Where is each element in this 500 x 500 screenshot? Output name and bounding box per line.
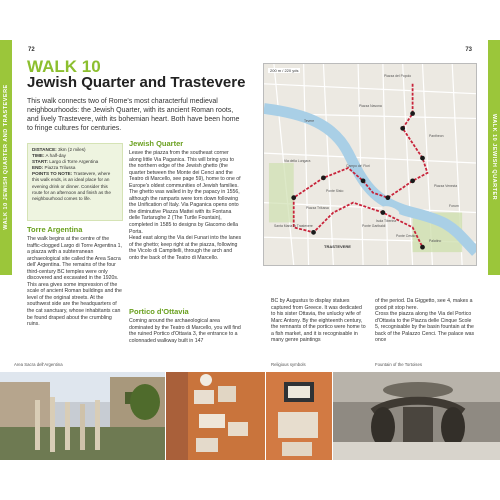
map-label-lungara: Via della Lungara	[284, 159, 311, 163]
map-label-santa-maria: Santa Maria in Trastevere	[274, 224, 313, 228]
walk-intro: This walk connects two of Rome's most characterful medieval neighbourhoods: the Jewish Quarter, with its ancient Roman roots, and lively Trastevere, with its bohemian heart. Both have been home to fringe cultures for centuries.	[27, 98, 240, 132]
map-label-forum: Forum	[449, 204, 459, 208]
stop-4	[410, 178, 415, 183]
map-label-popolo: Piazza del Popolo	[384, 74, 412, 78]
map-label-navona: Piazza Navona	[359, 104, 382, 108]
points-value: Trastevere, where this walk ends, is an ideal place for an evening drink or dinner. Consider this route for an afternoon and finish as the neighbourhood comes to life.	[32, 171, 111, 201]
points-label: POINTS TO NOTE:	[32, 171, 73, 177]
photo-area-sacra-argentina	[0, 372, 165, 460]
caption-fountain: Fountain of the Tortoises	[375, 362, 422, 367]
time-label: TIME:	[32, 153, 45, 159]
stop-5	[385, 195, 390, 200]
stop-11	[420, 245, 425, 250]
map-label-venezia: Piazza Venezia	[434, 184, 458, 188]
map-scale: 200 m / 220 yds	[270, 68, 299, 73]
walk-route-map	[263, 63, 477, 266]
map-label-palatino: Palatino	[429, 239, 442, 243]
start-label: START:	[32, 159, 48, 165]
stop-3	[420, 156, 425, 161]
map-label-isola: Isola Tiberina	[376, 219, 397, 223]
section-portico-ottavia: Portico d'Ottavia	[129, 307, 189, 316]
caption-argentina: Area Sacra dell'Argentina	[14, 362, 63, 367]
right-column-1-text: BC by Augustus to display statues captured from Greece. It was dedicated to his sister Ottavia, the unlucky wife of Marc Antony. By the eighteenth century, the remnants of the portico were home to a fish market, and it is recognisable in many genre paintings	[271, 298, 366, 344]
map-label-trilussa: Piazza Trilussa	[306, 206, 329, 210]
stop-8	[291, 195, 296, 200]
gianicolo-park	[269, 163, 294, 222]
photo-religious-symbols-left	[166, 372, 265, 460]
section-jewish-quarter: Jewish Quarter	[129, 139, 184, 148]
portico-ottavia-text: Coming around the archaeological area dominated by the Teatro di Marcello, you will find the ruined Portico d'Ottavia 3, the entrance to a colonnaded walkway built in 147	[129, 318, 241, 344]
map-label-pantheon: Pantheon	[429, 134, 444, 138]
right-side-tab-label: WALK 10 JEWISH QUARTER	[491, 113, 497, 201]
map-label-ponte-sisto: Ponte Sisto	[326, 189, 344, 193]
stop-1	[410, 111, 415, 116]
stop-6	[361, 178, 366, 183]
walk-subtitle: Jewish Quarter and Trastevere	[27, 74, 246, 91]
photo-religious-symbols-right	[266, 372, 332, 460]
page-number-left: 72	[28, 47, 35, 53]
stop-9	[311, 230, 316, 235]
end-label: END:	[32, 165, 44, 171]
walk-info-box	[27, 143, 123, 221]
map-label-garibaldi: Ponte Garibaldi	[362, 224, 386, 228]
left-side-tab	[0, 40, 12, 275]
right-column-2-text: of the period. Da Giggetto, see 4, makes a good pit stop here. Cross the piazza along the Via del Portico d'Ottavia to the Piazza delle Cinque Scole 5, recognisable by the basin fountain at the back of the Palazzo Cenci. The palace was once	[375, 298, 475, 344]
map-label-tevere: Tevere	[304, 119, 315, 123]
map-label-cestio: Ponte Cestio	[396, 234, 416, 238]
map-label-trastevere: TRASTEVERE	[324, 244, 351, 249]
stop-2	[400, 126, 405, 131]
walk-title: WALK 10	[27, 57, 101, 76]
stop-10	[381, 210, 386, 215]
map-svg	[264, 64, 476, 265]
distance-label: DISTANCE:	[32, 147, 57, 152]
left-side-tab-label: WALK 10 JEWISH QUARTER AND TRASTEVERE	[3, 84, 9, 230]
stop-7	[321, 175, 326, 180]
jewish-quarter-text: Leave the piazza from the southeast corner along little Via Paganica. This will bring you to the northern edge of the Jewish ghetto (the quarter between the Monte dei Cenci and the Teatro di Marcello, see page 59), home to one of Europe's oldest communities of Jewish families. The ghetto was walled in by the papacy in 1556, although the ramparts were torn down following the Unification of Italy. Via Paganica opens onto the diminutive Piazza Mattei with its Fontana delle Tartarughe 2 (The Turtle Fountain), completed in 1585 to designs by Giacomo della Porta. Head east along the Via dei Funari into the lanes of the ghetto; keep right at the piazza, following the Vicolo di Campitelli, through the arch and onto the back of the Teatro di Marcello.	[129, 150, 242, 261]
distance-value: 3km (2 miles)	[57, 147, 86, 152]
page-number-right: 73	[465, 47, 472, 53]
time-value: A half-day	[45, 153, 66, 159]
section-torre-argentina: Torre Argentina	[27, 225, 83, 234]
photo-fountain-tortoises	[333, 372, 500, 460]
torre-argentina-text: The walk begins at the centre of the traffic-clogged Largo di Torre Argentina 1, a piazza with a subterranean archaeological site called the Area Sacra dell' Argentina. The remains of the four third-century BC temples were only discovered and excavated in the 1920s. This area gives some impression of the scale of ancient Roman buildings and the level of the original streets. At the southwest side are the headquarters of the cat sanctuary, whose inhabitants can be found draped about the crumbling ruins.	[27, 236, 122, 328]
right-side-tab	[488, 40, 500, 275]
caption-symbols: Religious symbols	[271, 362, 306, 367]
start-value: Largo di Torre Argentina	[49, 159, 99, 165]
map-label-campo: Campo de' Fiori	[346, 164, 370, 168]
end-value: Piazza Trilussa	[44, 165, 76, 171]
